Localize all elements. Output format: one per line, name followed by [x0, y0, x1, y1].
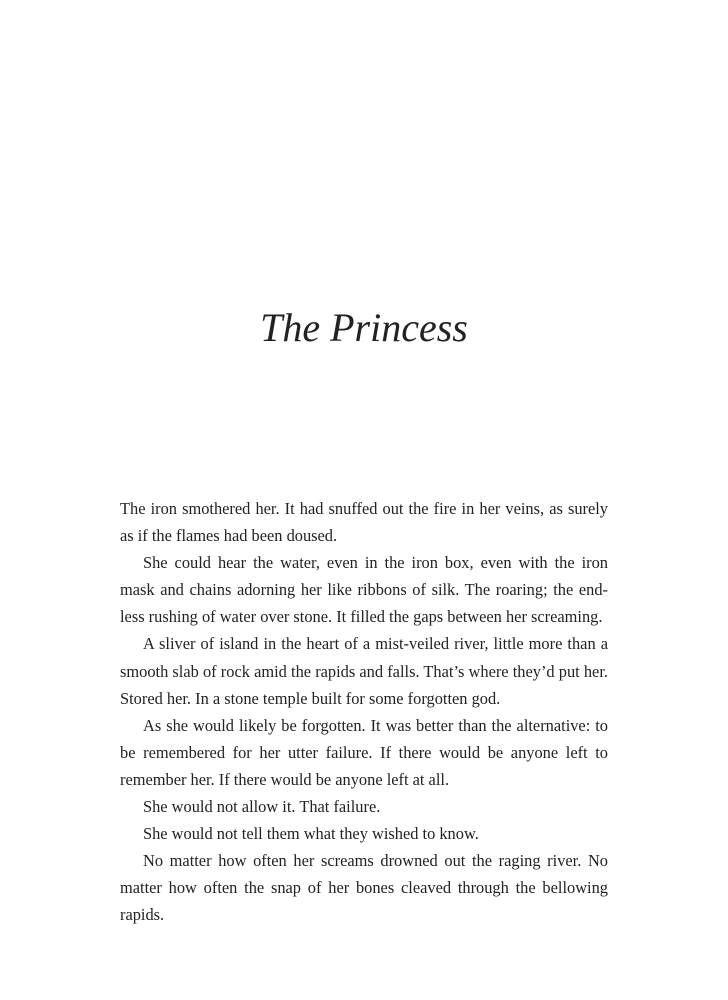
chapter-title: The Princess	[260, 305, 468, 350]
paragraph: As she would likely be forgotten. It was better than the alternative: to be remembered for her utter failure. If there would be anyone left to remember her. If there would be anyone left at all.	[120, 715, 608, 789]
paragraph: A sliver of island in the heart of a mist-veiled river, little more than a smooth slab of rock amid the rapids and falls. That’s where they’d put her. Stored her. In a stone temple built for some forgotten god.	[120, 634, 608, 708]
paragraph: She would not tell them what they wished to know.	[143, 824, 479, 844]
paragraph: The iron smothered her. It had snuffed out the fire in her veins, as surely as if the flames had been doused.	[120, 499, 608, 546]
chapter-body	[120, 495, 608, 929]
paragraph: She could hear the water, even in the iron box, even with the iron mask and chains adorning her like ribbons of silk. The roaring; the endless rushing of water over stone. It filled the gaps between her screaming.	[120, 553, 608, 627]
paragraph: She would not allow it. That failure.	[143, 797, 381, 817]
paragraph: No matter how often her screams drowned out the raging river. No matter how often the snap of her bones cleaved through the bellowing rapids.	[120, 851, 608, 925]
